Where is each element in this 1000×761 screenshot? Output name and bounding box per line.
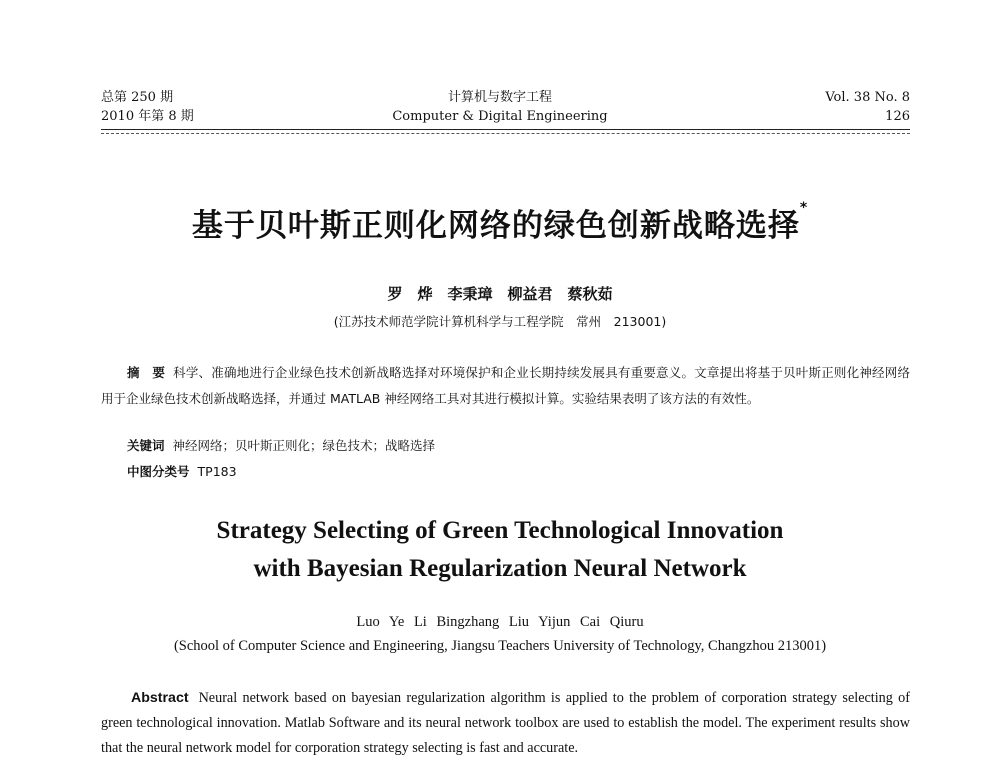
page-number: 126 xyxy=(885,109,910,124)
authors-cn: 罗 烨 李秉璋 柳益君 蔡秋茹 xyxy=(387,285,613,303)
title-footnote-mark: * xyxy=(799,200,809,216)
title-cn-text: 基于贝叶斯正则化网络的绿色创新战略选择 xyxy=(191,208,800,244)
classification-label: 中图分类号 xyxy=(127,464,190,479)
journal-name-cn: 计算机与数字工程 xyxy=(447,90,552,105)
issue-year: 2010 年第 8 期 xyxy=(101,109,194,124)
title-en-line2: with Bayesian Regularization Neural Network xyxy=(253,555,747,582)
classification-number xyxy=(127,462,237,480)
affiliation-cn: (江苏技术师范学院计算机科学与工程学院 常州 213001) xyxy=(333,314,667,329)
abstract-en-text: Neural network based on bayesian regularization algorithm is applied to the problem of corporation strategy selecting of green technological innovation. Matlab Software and its neural network toolbox are used to establish the model. The experiment results show that the neural network model for corporation strategy selecting is fast and accurate. xyxy=(101,690,910,756)
classification-text: TP183 xyxy=(197,464,237,479)
header-rule xyxy=(101,129,910,130)
authors-en: Luo Ye Li Bingzhang Liu Yijun Cai Qiuru xyxy=(356,614,644,630)
paper-title-cn xyxy=(0,200,1000,245)
header-rule-dashed xyxy=(101,133,910,134)
abstract-en xyxy=(101,686,910,761)
keywords-cn-text: 神经网络；贝叶斯正则化；绿色技术；战略选择 xyxy=(172,438,436,453)
abstract-cn-text: 科学、准确地进行企业绿色技术创新战略选择对环境保护和企业长期持续发展具有重要意义。文章提出将基于贝叶斯正则化神经网络用于企业绿色技术创新战略选择，并通过 MATLAB 神经网络工具对其进行模拟计算。实验结果表明了该方法的有效性。 xyxy=(101,365,910,406)
paper-title-en xyxy=(0,512,1000,588)
title-en-line1: Strategy Selecting of Green Technological Innovation xyxy=(216,517,784,544)
volume-number: Vol. 38 No. 8 xyxy=(825,90,910,105)
abstract-cn xyxy=(101,360,910,412)
journal-name-en: Computer & Digital Engineering xyxy=(392,109,608,124)
abstract-en-label: Abstract xyxy=(131,690,189,706)
volume-info xyxy=(825,88,910,126)
issue-total: 总第 250 期 xyxy=(101,90,174,105)
affiliation-en: (School of Computer Science and Engineering, Jiangsu Teachers University of Technology, Changzhou 213001) xyxy=(173,638,827,654)
keywords-cn-label: 关键词 xyxy=(127,438,165,453)
keywords-cn xyxy=(127,436,435,454)
abstract-cn-label: 摘 要 xyxy=(127,365,166,380)
